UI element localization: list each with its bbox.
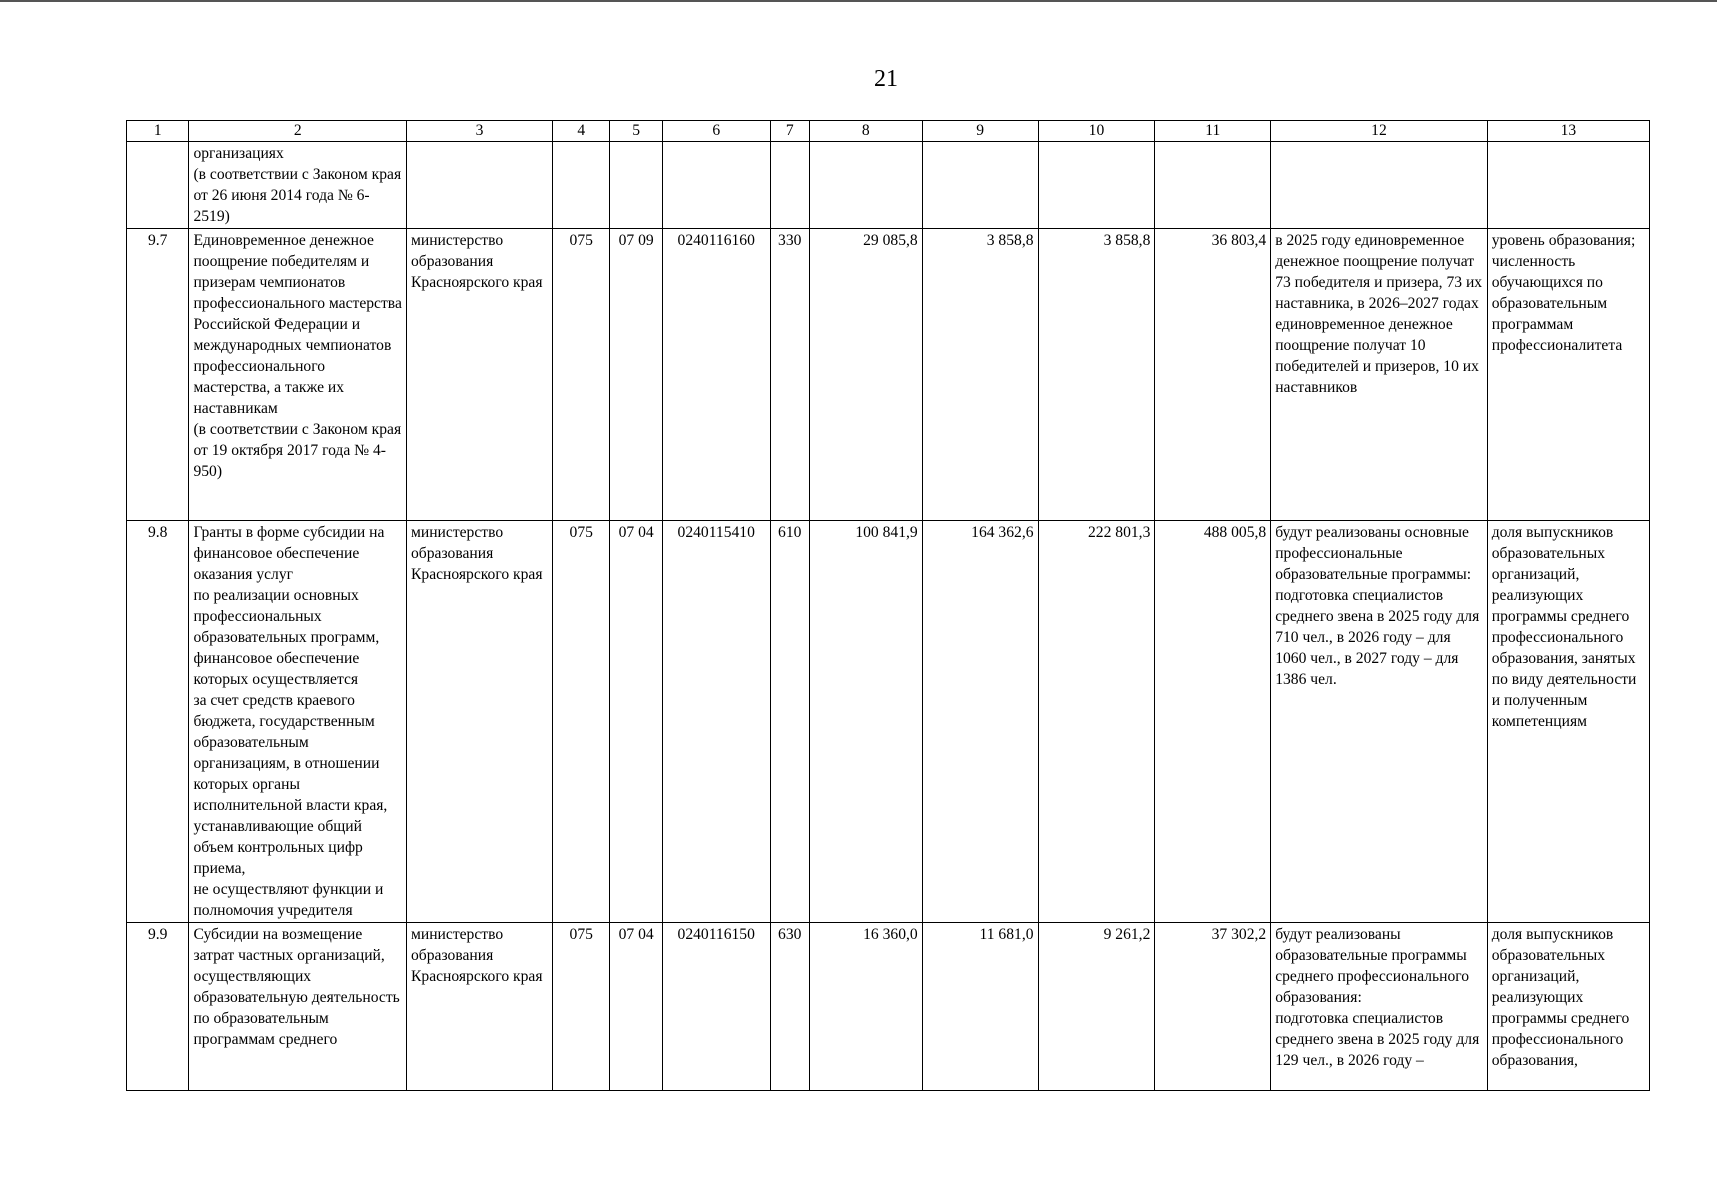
amount-total: 488 005,8 bbox=[1155, 521, 1271, 923]
expected-result: будут реализованы образовательные программы среднего профессионального образования: подготовка специалистов среднего звена в 2025 году для 129 чел., в 2026 году – bbox=[1271, 923, 1488, 1091]
executor: министерство образования Красноярского края bbox=[407, 923, 553, 1091]
column-number: 6 bbox=[662, 121, 770, 142]
table-row bbox=[127, 142, 1650, 229]
top-border-line bbox=[0, 0, 1717, 2]
expense-type-code: 630 bbox=[770, 923, 809, 1091]
amount-2026: 3 858,8 bbox=[922, 229, 1038, 521]
amount-total: 36 803,4 bbox=[1155, 229, 1271, 521]
amount-2025 bbox=[809, 142, 922, 229]
row-number: 9.8 bbox=[127, 521, 189, 923]
column-number: 3 bbox=[407, 121, 553, 142]
target-article-code: 0240116150 bbox=[662, 923, 770, 1091]
indicator: доля выпускников образовательных организаций, реализующих программы среднего профессионального образования, занятых по виду деятельности и полученным компетенциям bbox=[1487, 521, 1649, 923]
amount-total: 37 302,2 bbox=[1155, 923, 1271, 1091]
amount-2027: 222 801,3 bbox=[1038, 521, 1155, 923]
indicator bbox=[1487, 142, 1649, 229]
column-number: 11 bbox=[1155, 121, 1271, 142]
expense-type-code: 610 bbox=[770, 521, 809, 923]
executor bbox=[407, 142, 553, 229]
amount-2026: 11 681,0 bbox=[922, 923, 1038, 1091]
amount-2026: 164 362,6 bbox=[922, 521, 1038, 923]
executor: министерство образования Красноярского края bbox=[407, 521, 553, 923]
expense-type-code: 330 bbox=[770, 229, 809, 521]
section-code: 07 04 bbox=[610, 923, 662, 1091]
column-number: 9 bbox=[922, 121, 1038, 142]
column-number: 13 bbox=[1487, 121, 1649, 142]
target-article-code: 0240115410 bbox=[662, 521, 770, 923]
column-number: 8 bbox=[809, 121, 922, 142]
activity-name: Субсидии на возмещение затрат частных организаций, осуществляющих образовательную деятельность по образовательным программам среднего bbox=[189, 923, 407, 1091]
page-number: 21 bbox=[874, 66, 898, 92]
column-number: 1 bbox=[127, 121, 189, 142]
column-number-row bbox=[127, 121, 1650, 142]
table-row bbox=[127, 521, 1650, 923]
column-number: 2 bbox=[189, 121, 407, 142]
indicator: уровень образования; численность обучающихся по образовательным программам профессионалитета bbox=[1487, 229, 1649, 521]
column-number: 10 bbox=[1038, 121, 1155, 142]
grbs-code: 075 bbox=[553, 229, 610, 521]
expected-result: будут реализованы основные профессиональные образовательные программы: подготовка специалистов среднего звена в 2025 году для 710 чел., в 2026 году – для 1060 чел., в 2027 году – для 1386 чел. bbox=[1271, 521, 1488, 923]
budget-activities-table bbox=[126, 120, 1650, 1091]
amount-2026 bbox=[922, 142, 1038, 229]
column-number: 5 bbox=[610, 121, 662, 142]
target-article-code bbox=[662, 142, 770, 229]
table-row bbox=[127, 229, 1650, 521]
grbs-code: 075 bbox=[553, 923, 610, 1091]
activity-name: организациях (в соответствии с Законом края от 26 июня 2014 года № 6-2519) bbox=[189, 142, 407, 229]
table-row bbox=[127, 923, 1650, 1091]
amount-2025: 16 360,0 bbox=[809, 923, 922, 1091]
row-number: 9.7 bbox=[127, 229, 189, 521]
section-code: 07 04 bbox=[610, 521, 662, 923]
amount-2025: 29 085,8 bbox=[809, 229, 922, 521]
column-number: 12 bbox=[1271, 121, 1488, 142]
amount-2027 bbox=[1038, 142, 1155, 229]
amount-2027: 9 261,2 bbox=[1038, 923, 1155, 1091]
section-code: 07 09 bbox=[610, 229, 662, 521]
target-article-code: 0240116160 bbox=[662, 229, 770, 521]
grbs-code bbox=[553, 142, 610, 229]
column-number: 7 bbox=[770, 121, 809, 142]
row-number: 9.9 bbox=[127, 923, 189, 1091]
expense-type-code bbox=[770, 142, 809, 229]
executor: министерство образования Красноярского края bbox=[407, 229, 553, 521]
section-code bbox=[610, 142, 662, 229]
column-number: 4 bbox=[553, 121, 610, 142]
activity-name: Гранты в форме субсидии на финансовое обеспечение оказания услуг по реализации основных профессиональных образовательных программ, финансовое обеспечение которых осуществляется за счет средств краевого бюджета, государственным образовательным организациям, в отношении которых органы исполнительной власти края, устанавливающие общий объем контрольных цифр приема, не осуществляют функции и полномочия учредителя bbox=[189, 521, 407, 923]
indicator: доля выпускников образовательных организаций, реализующих программы среднего профессионального образования, bbox=[1487, 923, 1649, 1091]
expected-result bbox=[1271, 142, 1488, 229]
amount-2025: 100 841,9 bbox=[809, 521, 922, 923]
grbs-code: 075 bbox=[553, 521, 610, 923]
amount-2027: 3 858,8 bbox=[1038, 229, 1155, 521]
activity-name: Единовременное денежное поощрение победителям и призерам чемпионатов профессионального мастерства Российской Федерации и международных чемпионатов профессионального мастерства, а также их наставникам (в соответствии с Законом края от 19 октября 2017 года № 4-950) bbox=[189, 229, 407, 521]
row-number bbox=[127, 142, 189, 229]
amount-total bbox=[1155, 142, 1271, 229]
expected-result: в 2025 году единовременное денежное поощрение получат 73 победителя и призера, 73 их наставника, в 2026–2027 годах единовременное денежное поощрение получат 10 победителей и призеров, 10 их наставников bbox=[1271, 229, 1488, 521]
